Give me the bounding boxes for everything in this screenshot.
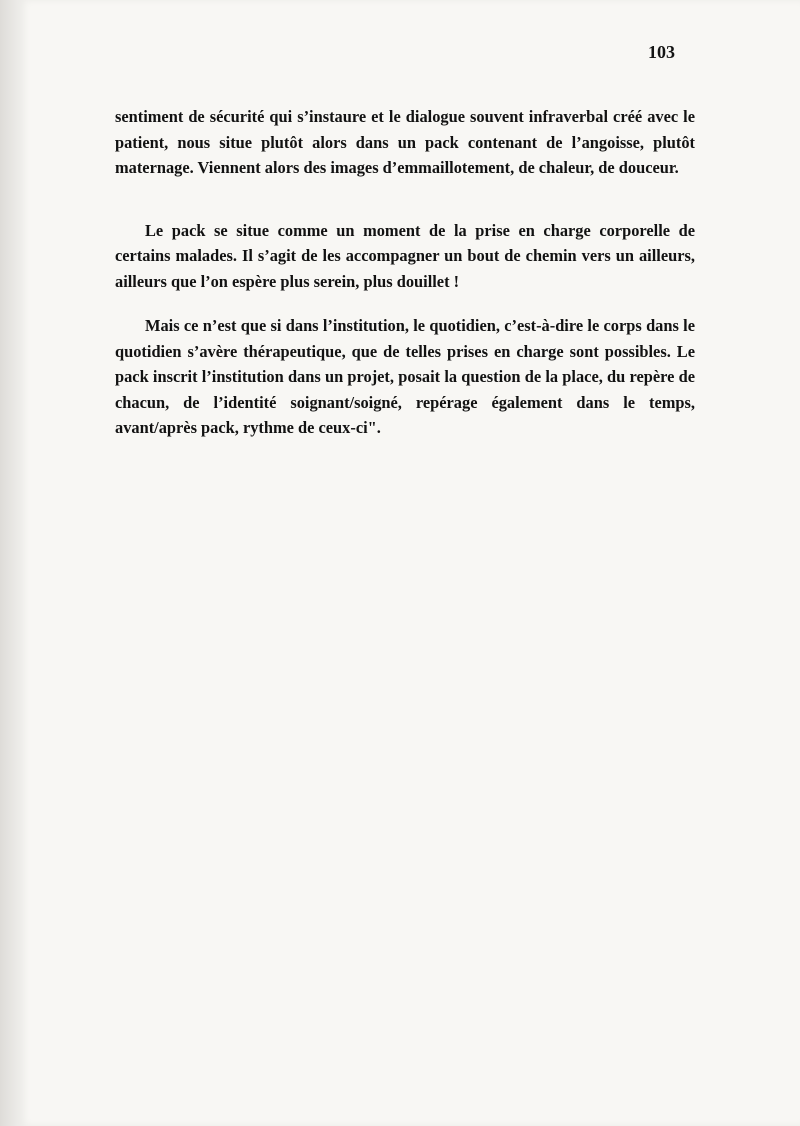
- book-spine-shadow: [0, 0, 18, 1126]
- body-text: [115, 104, 695, 441]
- paragraph: sentiment de sécurité qui s’instaure et le dialogue souvent infraverbal créé avec le patient, nous situe plutôt alors dans un pack contenant de l’angoisse, plutôt maternage. Viennent alors des images d’emmaillotement, de chaleur, de douceur.: [115, 107, 695, 177]
- paragraph: Mais ce n’est que si dans l’institution, le quotidien, c’est-à-dire le corps dans le quotidien s’avère thérapeutique, que de telles prises en charge sont possibles. Le pack inscrit l’institution dans un projet, posait la question de la place, du repère de chacun, de l’identité soignant/soigné, repérage également dans le temps, avant/après pack, rythme de ceux-ci".: [115, 316, 695, 437]
- paragraph: Le pack se situe comme un moment de la prise en charge corporelle de certains malades. Il s’agit de les accompagner un bout de chemin vers un ailleurs, ailleurs que l’on espère plus serein, plus douillet !: [115, 220, 695, 291]
- book-page: [18, 0, 800, 1126]
- page-number: 103: [648, 42, 675, 62]
